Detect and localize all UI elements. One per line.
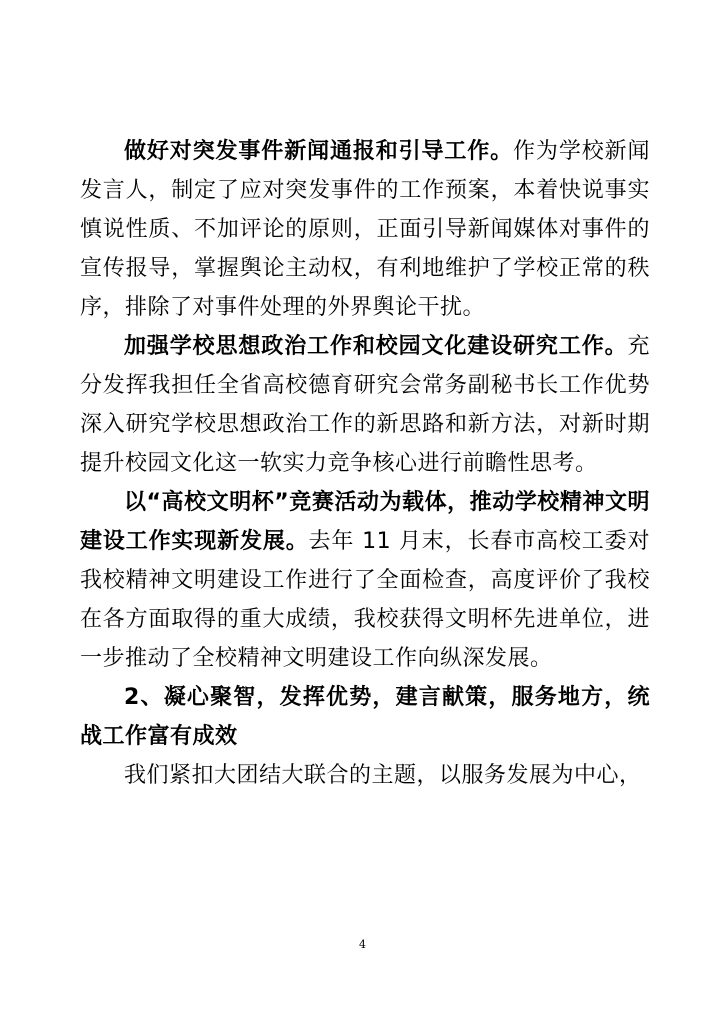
paragraph-civilization-cup [80, 483, 650, 678]
paragraph-closing: 我们紧扣大团结大联合的主题，以服务发展为中心， [124, 763, 642, 788]
paragraph-text: 去年 11 月末，长春市高校工委对我校精神文明建设工作进行了全面检查，高度评价了我校在各方面取得的重大成绩，我校获得文明杯先进单位，进一步推动了全校精神文明建设工作向纵深发展。 [80, 529, 650, 671]
paragraph-lead: 以“高校文明杯”竞赛活动为载体，推动学校精神文明建设工作实现新发展。 [80, 490, 650, 554]
paragraph-lead: 加强学校思想政治工作和校园文化建设研究工作。 [124, 334, 628, 359]
paragraph-text: 充分发挥我担任全省高校德育研究会常务副秘书长工作优势深入研究学校思想政治工作的新思路和新方法，对新时期提升校园文化这一软实力竞争核心进行前瞻性思考。 [80, 334, 650, 476]
paragraph-ideology-culture [80, 327, 650, 483]
document-body [80, 132, 650, 795]
paragraph-text: 作为学校新闻发言人，制定了应对突发事件的工作预案，本着快说事实慎说性质、不加评论的原则，正面引导新闻媒体对事件的宣传报导，掌握舆论主动权，有利地维护了学校正常的秩序，排除了对事件处理的外界舆论干扰。 [80, 139, 650, 320]
paragraph-news-briefing [80, 132, 650, 327]
section-heading: 2、凝心聚智，发挥优势，建言献策，服务地方，统战工作富有成效 [80, 685, 650, 749]
paragraph-lead: 做好对突发事件新闻通报和引导工作。 [124, 139, 514, 164]
page-number: 4 [359, 938, 366, 951]
